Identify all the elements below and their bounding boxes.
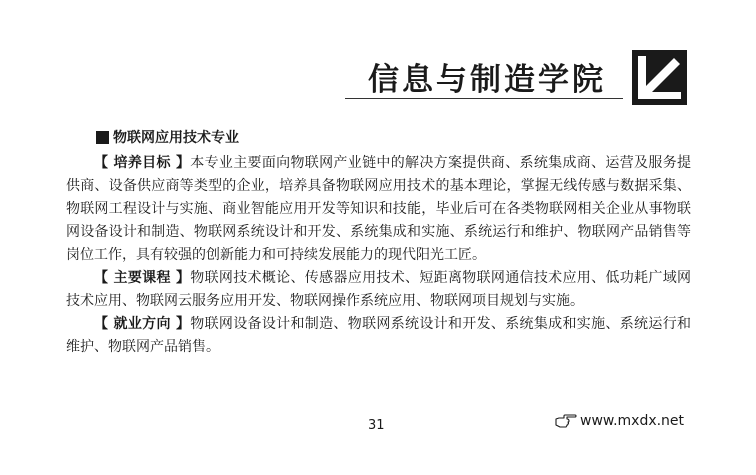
paragraph-label: 【 就业方向 】 <box>94 316 191 332</box>
paragraph-career <box>66 313 691 359</box>
paragraph-main-courses <box>66 267 691 313</box>
content-body <box>66 152 691 359</box>
section-heading <box>96 127 239 147</box>
paragraph-label: 【 主要课程 】 <box>94 270 191 286</box>
page-title: 信息与制造学院 <box>368 62 606 98</box>
header-divider <box>345 98 623 99</box>
paragraph-training-goal <box>66 152 691 267</box>
pointing-hand-icon <box>555 414 577 428</box>
footer-website[interactable] <box>555 413 684 429</box>
paragraph-text: 物联网技术概论、传感器应用技术、短距离物联网通信技术应用、低功耗广域网技术应用、物联网云服务应用开发、物联网操作系统应用、物联网项目规划与实施。 <box>66 270 692 309</box>
diagonal-arrow-down-left-icon <box>632 50 687 105</box>
paragraph-label: 【 培养目标 】 <box>94 155 191 171</box>
square-bullet-icon <box>96 131 109 144</box>
paragraph-text: 物联网设备设计和制造、物联网系统设计和开发、系统集成和实施、系统运行和维护、物联网产品销售。 <box>66 316 692 355</box>
paragraph-text: 本专业主要面向物联网产业链中的解决方案提供商、系统集成商、运营及服务提供商、设备供应商等类型的企业，培养具备物联网应用技术的基本理论，掌握无线传感与数据采集、物联网工程设计与实施、商业智能应用开发等知识和技能，毕业后可在各类物联网相关企业从事物联网设备设计和制造、物联网系统设计和开发、系统集成和实施、系统运行和维护、物联网产品销售等岗位工作，具有较强的创新能力和可持续发展能力的现代阳光工匠。 <box>66 155 692 263</box>
section-title: 物联网应用技术专业 <box>113 130 239 146</box>
page-number: 31 <box>368 418 385 433</box>
website-url[interactable]: www.mxdx.net <box>580 413 685 429</box>
